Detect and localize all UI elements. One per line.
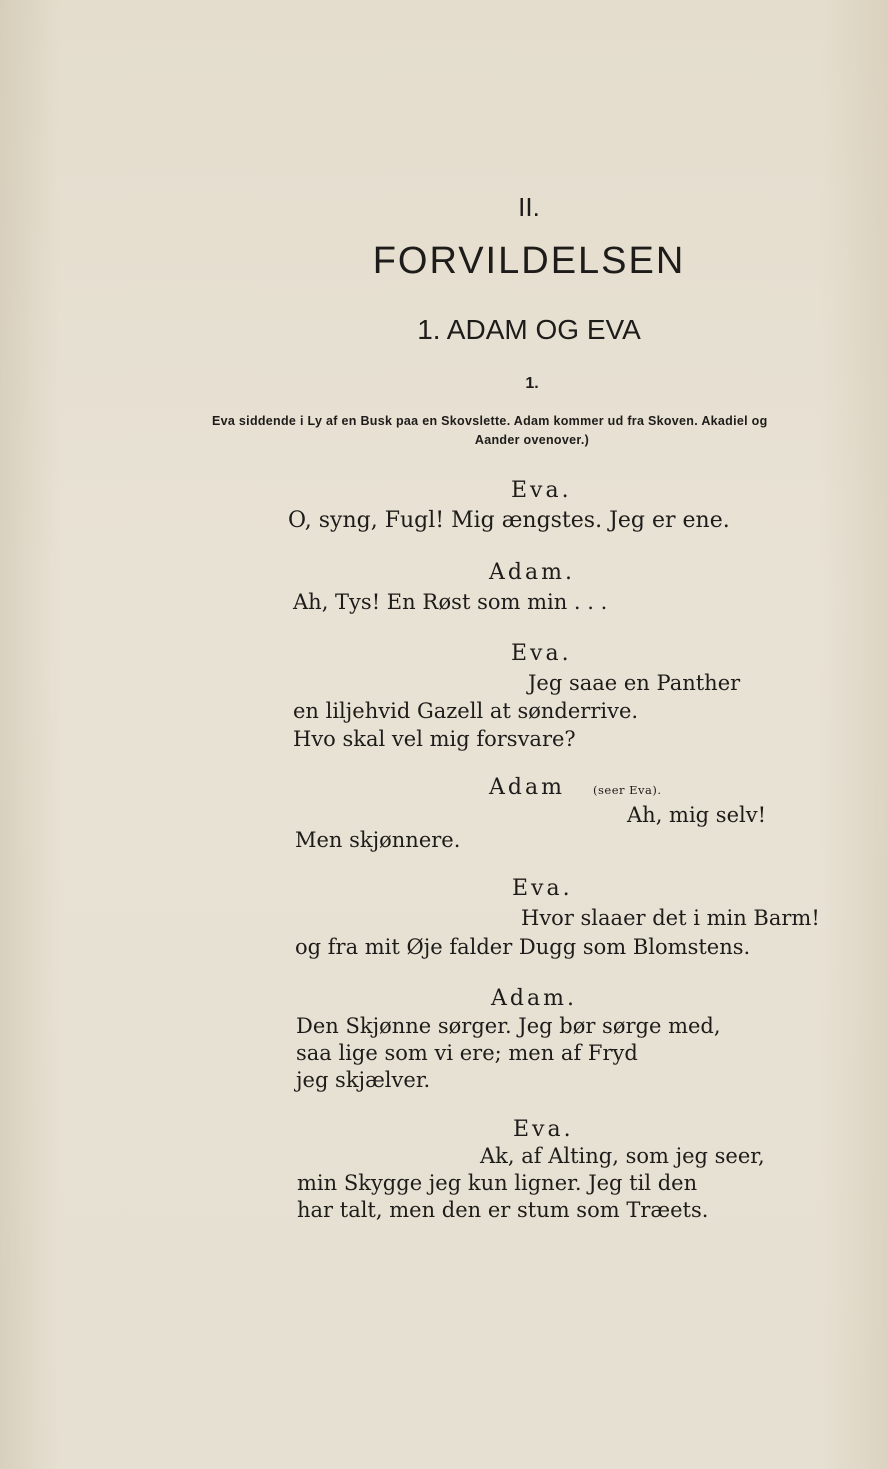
speaker-adam: Adam — [489, 775, 565, 800]
verse-line: har talt, men den er stum som Træets. — [297, 1198, 709, 1222]
speaker-adam: Adam. — [489, 560, 575, 585]
verse-line: Men skjønnere. — [295, 828, 461, 852]
stage-direction-line-2: Aander ovenover.) — [474, 433, 590, 447]
stage-direction-inline: (seer Eva). — [593, 783, 662, 797]
speaker-eva: Eva. — [513, 1117, 574, 1142]
verse-line: en liljehvid Gazell at sønderrive. — [293, 699, 639, 723]
verse-line: jeg skjælver. — [296, 1068, 431, 1092]
verse-line: O, syng, Fugl! Mig ængstes. Jeg er ene. — [288, 508, 730, 533]
verse-line: Hvo skal vel mig forsvare? — [293, 727, 576, 751]
stage-direction-line-1: Eva siddende i Ly af en Busk paa en Skovslette. Adam kommer ud fra Skoven. Akadiel og — [212, 414, 768, 428]
chapter-subtitle: 1. ADAM OG EVA — [417, 314, 641, 345]
part-number: II. — [518, 192, 540, 222]
verse-line: Ah, Tys! En Røst som min . . . — [293, 590, 608, 614]
speaker-eva: Eva. — [511, 641, 572, 666]
scene-number: 1. — [525, 375, 539, 392]
verse-line: Hvor slaaer det i min Barm! — [521, 906, 820, 930]
verse-line: saa lige som vi ere; men af Fryd — [296, 1041, 638, 1065]
verse-line: og fra mit Øje falder Dugg som Blomstens. — [295, 935, 751, 959]
page-title: FORVILDELSEN — [372, 240, 686, 282]
verse-line: Ak, af Alting, som jeg seer, — [480, 1144, 765, 1168]
verse-line: Jeg saae en Panther — [528, 671, 741, 695]
speaker-eva: Eva. — [512, 876, 573, 901]
speaker-eva: Eva. — [511, 478, 572, 503]
speaker-adam: Adam. — [491, 986, 577, 1011]
verse-line: Ah, mig selv! — [627, 803, 767, 827]
verse-line: Den Skjønne sørger. Jeg bør sørge med, — [296, 1014, 721, 1038]
verse-line: min Skygge jeg kun ligner. Jeg til den — [297, 1171, 698, 1195]
